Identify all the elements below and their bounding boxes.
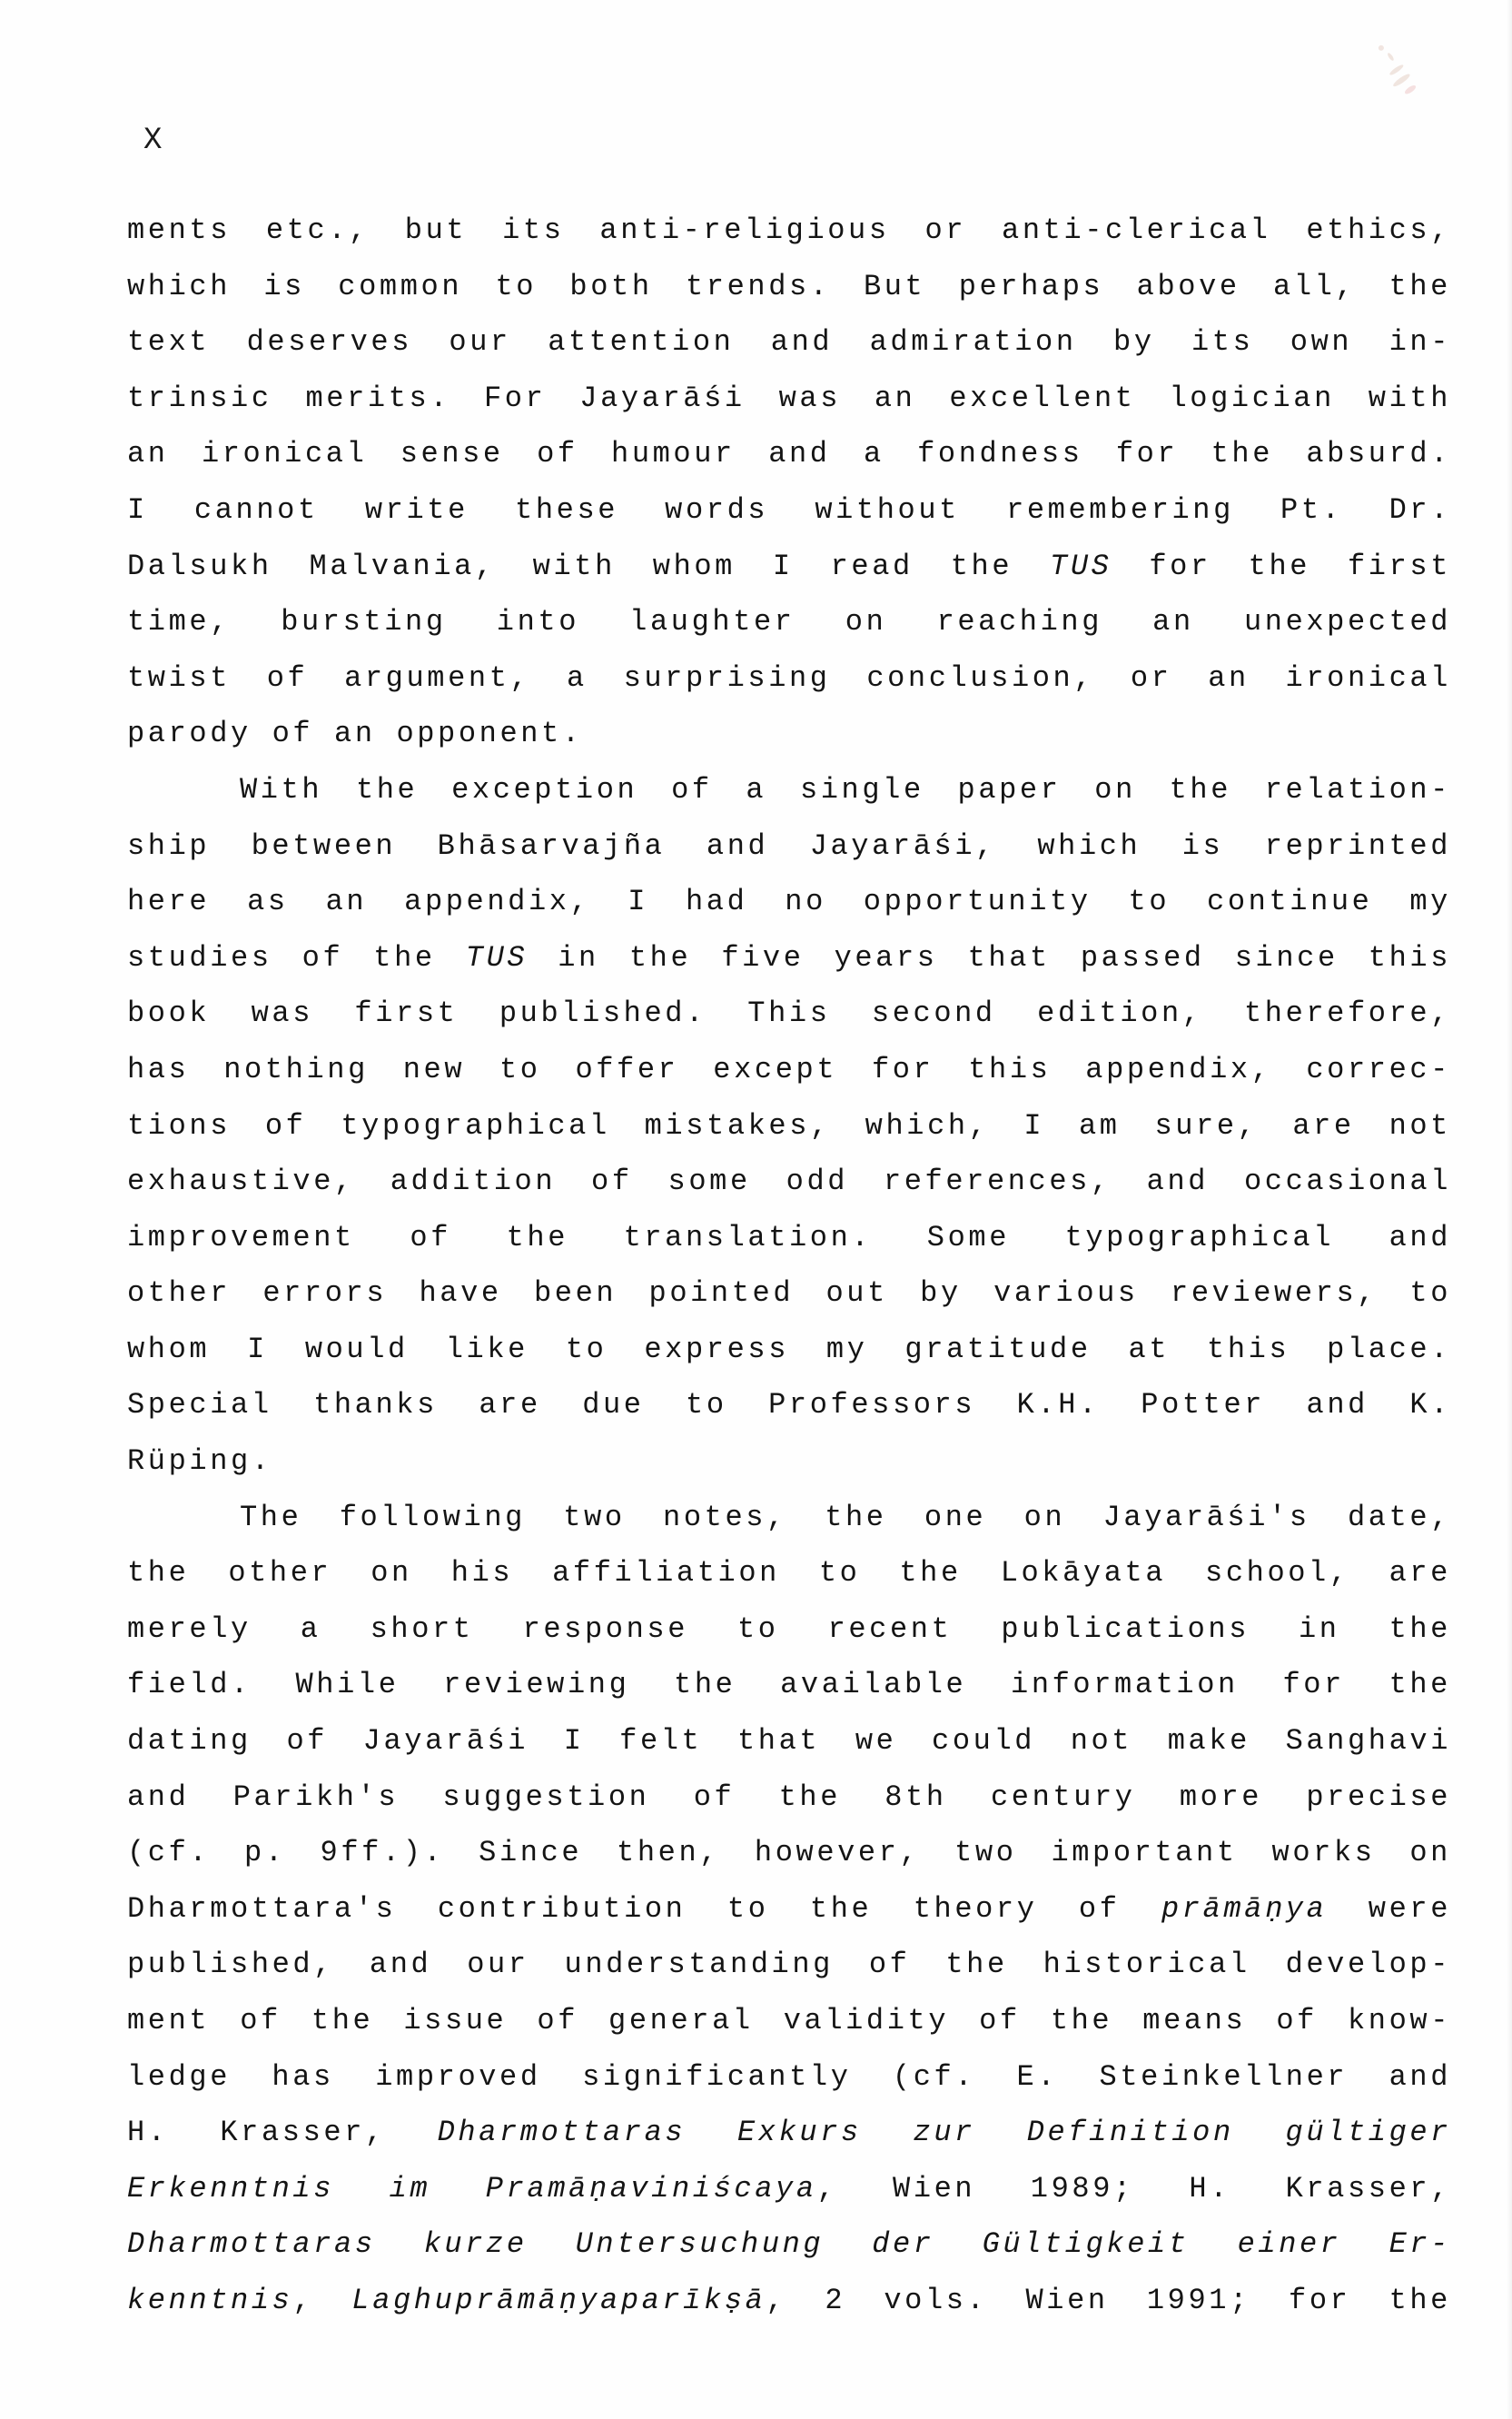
text-line xyxy=(127,762,1451,818)
text-segment: parody of an opponent. xyxy=(127,717,583,751)
text-segment: text deserves our attention and admiration by its own in- xyxy=(127,325,1451,360)
text-segment: has nothing new to offer except for this appendix, correc- xyxy=(127,1052,1451,1086)
paragraph xyxy=(127,1490,1451,2329)
text-segment: , 2 vols. Wien 1991; for the xyxy=(766,2283,1451,2317)
text-line xyxy=(127,818,1451,875)
text-line xyxy=(127,1825,1451,1881)
text-line xyxy=(127,371,1451,427)
text-line xyxy=(127,2161,1451,2217)
text-segment: dating of Jayarāśi I felt that we could not make Sanghavi xyxy=(127,1724,1451,1759)
text-segment: whom I would like to express my gratitude at this place. xyxy=(127,1332,1451,1366)
text-segment: published, and our understanding of the historical develop- xyxy=(127,1948,1451,1982)
text-segment: time, bursting into laughter on reaching an unexpected xyxy=(127,605,1451,639)
text-line xyxy=(127,1993,1451,2049)
text-line xyxy=(127,1770,1451,1826)
text-segment: , xyxy=(292,2283,352,2317)
paragraph xyxy=(127,203,1451,762)
text-segment: tions of typographical mistakes, which, I am sure, are not xyxy=(127,1108,1451,1143)
text-line xyxy=(127,706,1451,762)
italic-text: Dharmottaras kurze Untersuchung der Gültigkeit einer Er- xyxy=(127,2227,1451,2262)
italic-text: Dharmottaras Exkurs zur Definition gültiger xyxy=(437,2116,1451,2150)
text-line xyxy=(127,1098,1451,1155)
text-segment: Dalsukh Malvania, with whom I read the xyxy=(127,549,1051,583)
italic-text: kenntnis xyxy=(127,2283,293,2317)
text-segment: other errors have been pointed out by various reviewers, to xyxy=(127,1276,1451,1311)
text-line xyxy=(127,986,1451,1042)
text-line xyxy=(127,1657,1451,1713)
text-segment: and Parikh's suggestion of the 8th century more precise xyxy=(127,1780,1451,1814)
text-segment: ments etc., but its anti-religious or anti-clerical ethics, xyxy=(127,213,1451,247)
text-segment: here as an appendix, I had no opportunity to continue my xyxy=(127,885,1451,919)
body-text xyxy=(127,203,1451,2329)
text-segment: , Wien 1989; H. Krasser, xyxy=(816,2171,1451,2206)
text-segment: The following two notes, the one on Jayarāśi's date, xyxy=(240,1500,1451,1534)
text-line xyxy=(127,2049,1451,2106)
text-segment: improvement of the translation. Some typographical and xyxy=(127,1220,1451,1254)
text-line xyxy=(127,2216,1451,2273)
text-segment: book was first published. This second edition, therefore, xyxy=(127,996,1451,1031)
text-segment: twist of argument, a surprising conclusion, or an ironical xyxy=(127,660,1451,695)
text-line xyxy=(127,1154,1451,1210)
text-segment: (cf. p. 9ff.). Since then, however, two important works on xyxy=(127,1836,1451,1870)
text-segment: trinsic merits. For Jayarāśi was an excellent logician with xyxy=(127,381,1451,415)
text-line xyxy=(127,539,1451,595)
text-line xyxy=(127,1042,1451,1098)
italic-text: TUS xyxy=(1050,549,1112,583)
text-line xyxy=(127,314,1451,371)
text-line xyxy=(127,1265,1451,1322)
text-line xyxy=(127,1713,1451,1770)
text-line xyxy=(127,1433,1451,1490)
text-line xyxy=(127,259,1451,315)
text-segment: Dharmottara's contribution to the theory of xyxy=(127,1891,1161,1926)
text-line xyxy=(127,2273,1451,2329)
paragraph xyxy=(127,762,1451,1490)
text-segment: which is common to both trends. But perhaps above all, the xyxy=(127,269,1451,303)
text-segment: exhaustive, addition of some odd references, and occasional xyxy=(127,1165,1451,1199)
text-segment: ment of the issue of general validity of the means of know- xyxy=(127,2004,1451,2037)
text-line xyxy=(127,203,1451,259)
text-line xyxy=(127,1545,1451,1601)
text-line xyxy=(127,1937,1451,1993)
paper-stain-mark xyxy=(1358,19,1449,117)
text-segment: the other on his affiliation to the Lokāyata school, are xyxy=(127,1556,1451,1591)
page-edge-shadow xyxy=(1507,0,1512,2419)
text-segment: H. Krasser, xyxy=(127,2116,438,2150)
text-segment: ship between Bhāsarvajña and Jayarāśi, which is reprinted xyxy=(127,828,1451,863)
text-line xyxy=(127,1601,1451,1658)
page-number: X xyxy=(143,124,163,158)
text-line xyxy=(127,1377,1451,1433)
text-segment: With the exception of a single paper on the relation- xyxy=(240,772,1451,807)
text-segment: I cannot write these words without remembering Pt. Dr. xyxy=(127,492,1451,527)
text-line xyxy=(127,1490,1451,1546)
text-segment: were xyxy=(1327,1891,1452,1926)
text-line xyxy=(127,482,1451,539)
text-line xyxy=(127,874,1451,930)
text-segment: in the five years that passed since this xyxy=(528,940,1452,975)
text-segment: Rüping. xyxy=(127,1444,272,1479)
text-line xyxy=(127,2105,1451,2161)
text-line xyxy=(127,1881,1451,1938)
text-segment: an ironical sense of humour and a fondness for the absurd. xyxy=(127,437,1451,471)
text-segment: for the first xyxy=(1112,549,1451,583)
text-line xyxy=(127,594,1451,650)
text-line xyxy=(127,1210,1451,1266)
text-segment: merely a short response to recent publications in the xyxy=(127,1611,1451,1646)
text-segment: Special thanks are due to Professors K.H. Potter and K. xyxy=(127,1388,1451,1423)
italic-text: Erkenntnis im Pramāṇaviniścaya xyxy=(127,2171,817,2206)
text-line xyxy=(127,650,1451,707)
text-segment: studies of the xyxy=(127,940,466,975)
text-segment: ledge has improved significantly (cf. E. Steinkellner and xyxy=(127,2059,1451,2094)
text-line xyxy=(127,930,1451,986)
text-line xyxy=(127,426,1451,482)
italic-text: prāmāṇya xyxy=(1161,1891,1328,1926)
italic-text: Laghuprāmāṇyaparīkṣā xyxy=(351,2283,766,2317)
italic-text: TUS xyxy=(465,940,529,975)
text-line xyxy=(127,1322,1451,1378)
text-segment: field. While reviewing the available information for the xyxy=(127,1668,1451,1702)
